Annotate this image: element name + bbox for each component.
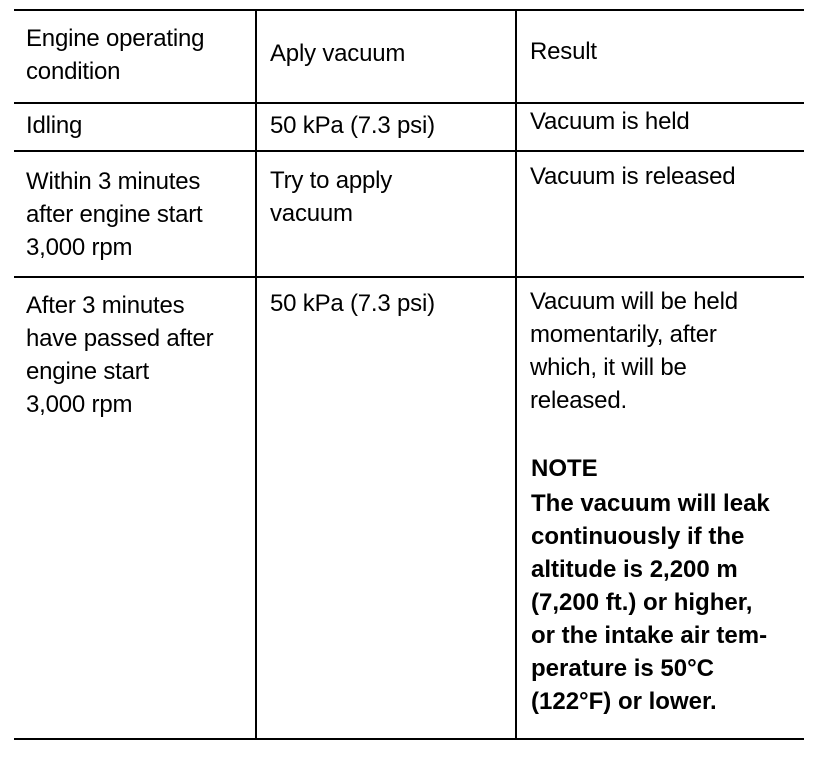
row1-bottom-rule <box>14 150 804 152</box>
table-bottom-rule <box>14 738 804 740</box>
row2-bottom-rule <box>14 276 804 278</box>
row3-vacuum <box>270 287 435 320</box>
cell-line: 3,000 rpm <box>26 234 133 261</box>
cell-line: Idling <box>26 112 83 139</box>
row1-condition <box>26 109 82 142</box>
header-result <box>530 35 597 68</box>
note-line: (7,200 ft.) or higher, <box>531 589 753 616</box>
row1-vacuum <box>270 109 435 142</box>
header-condition-line: Engine operating <box>26 25 205 52</box>
column-divider-1 <box>255 9 257 740</box>
cell-line: 3,000 rpm <box>26 391 133 418</box>
note-line: perature is 50°C <box>531 655 715 682</box>
header-vacuum <box>270 37 405 70</box>
cell-line: Vacuum is released <box>530 163 736 190</box>
cell-line: Within 3 minutes <box>26 168 201 195</box>
note-line: (122°F) or lower. <box>531 688 717 715</box>
cell-line: vacuum <box>270 200 353 227</box>
column-divider-2 <box>515 9 517 740</box>
row2-result <box>530 160 735 193</box>
cell-line: Vacuum will be held <box>530 288 738 315</box>
header-result-label: Result <box>530 38 597 65</box>
cell-line: which, it will be <box>530 354 687 381</box>
cell-line: After 3 minutes <box>26 292 185 319</box>
note-line: The vacuum will leak <box>531 490 770 517</box>
note-block <box>531 452 770 718</box>
header-vacuum-label: Aply vacuum <box>270 40 406 67</box>
cell-line: engine start <box>26 358 150 385</box>
cell-line: 50 kPa (7.3 psi) <box>270 112 435 139</box>
cell-line: momentarily, after <box>530 321 717 348</box>
header-bottom-rule <box>14 102 804 104</box>
cell-line: Vacuum is held <box>530 108 690 135</box>
row3-condition <box>26 289 213 421</box>
note-title: NOTE <box>531 455 598 482</box>
cell-line: have passed after <box>26 325 214 352</box>
note-line: or the intake air tem- <box>531 622 768 649</box>
cell-line: released. <box>530 387 627 414</box>
cell-line: 50 kPa (7.3 psi) <box>270 290 435 317</box>
row2-vacuum <box>270 164 392 230</box>
note-line: altitude is 2,200 m <box>531 556 738 583</box>
row3-result <box>530 285 738 417</box>
cell-line: Try to apply <box>270 167 393 194</box>
header-condition-line: condition <box>26 58 121 85</box>
header-condition <box>26 22 204 88</box>
row1-result <box>530 105 690 138</box>
cell-line: after engine start <box>26 201 203 228</box>
table-top-rule <box>14 9 804 11</box>
row2-condition <box>26 165 203 264</box>
note-line: continuously if the <box>531 523 745 550</box>
